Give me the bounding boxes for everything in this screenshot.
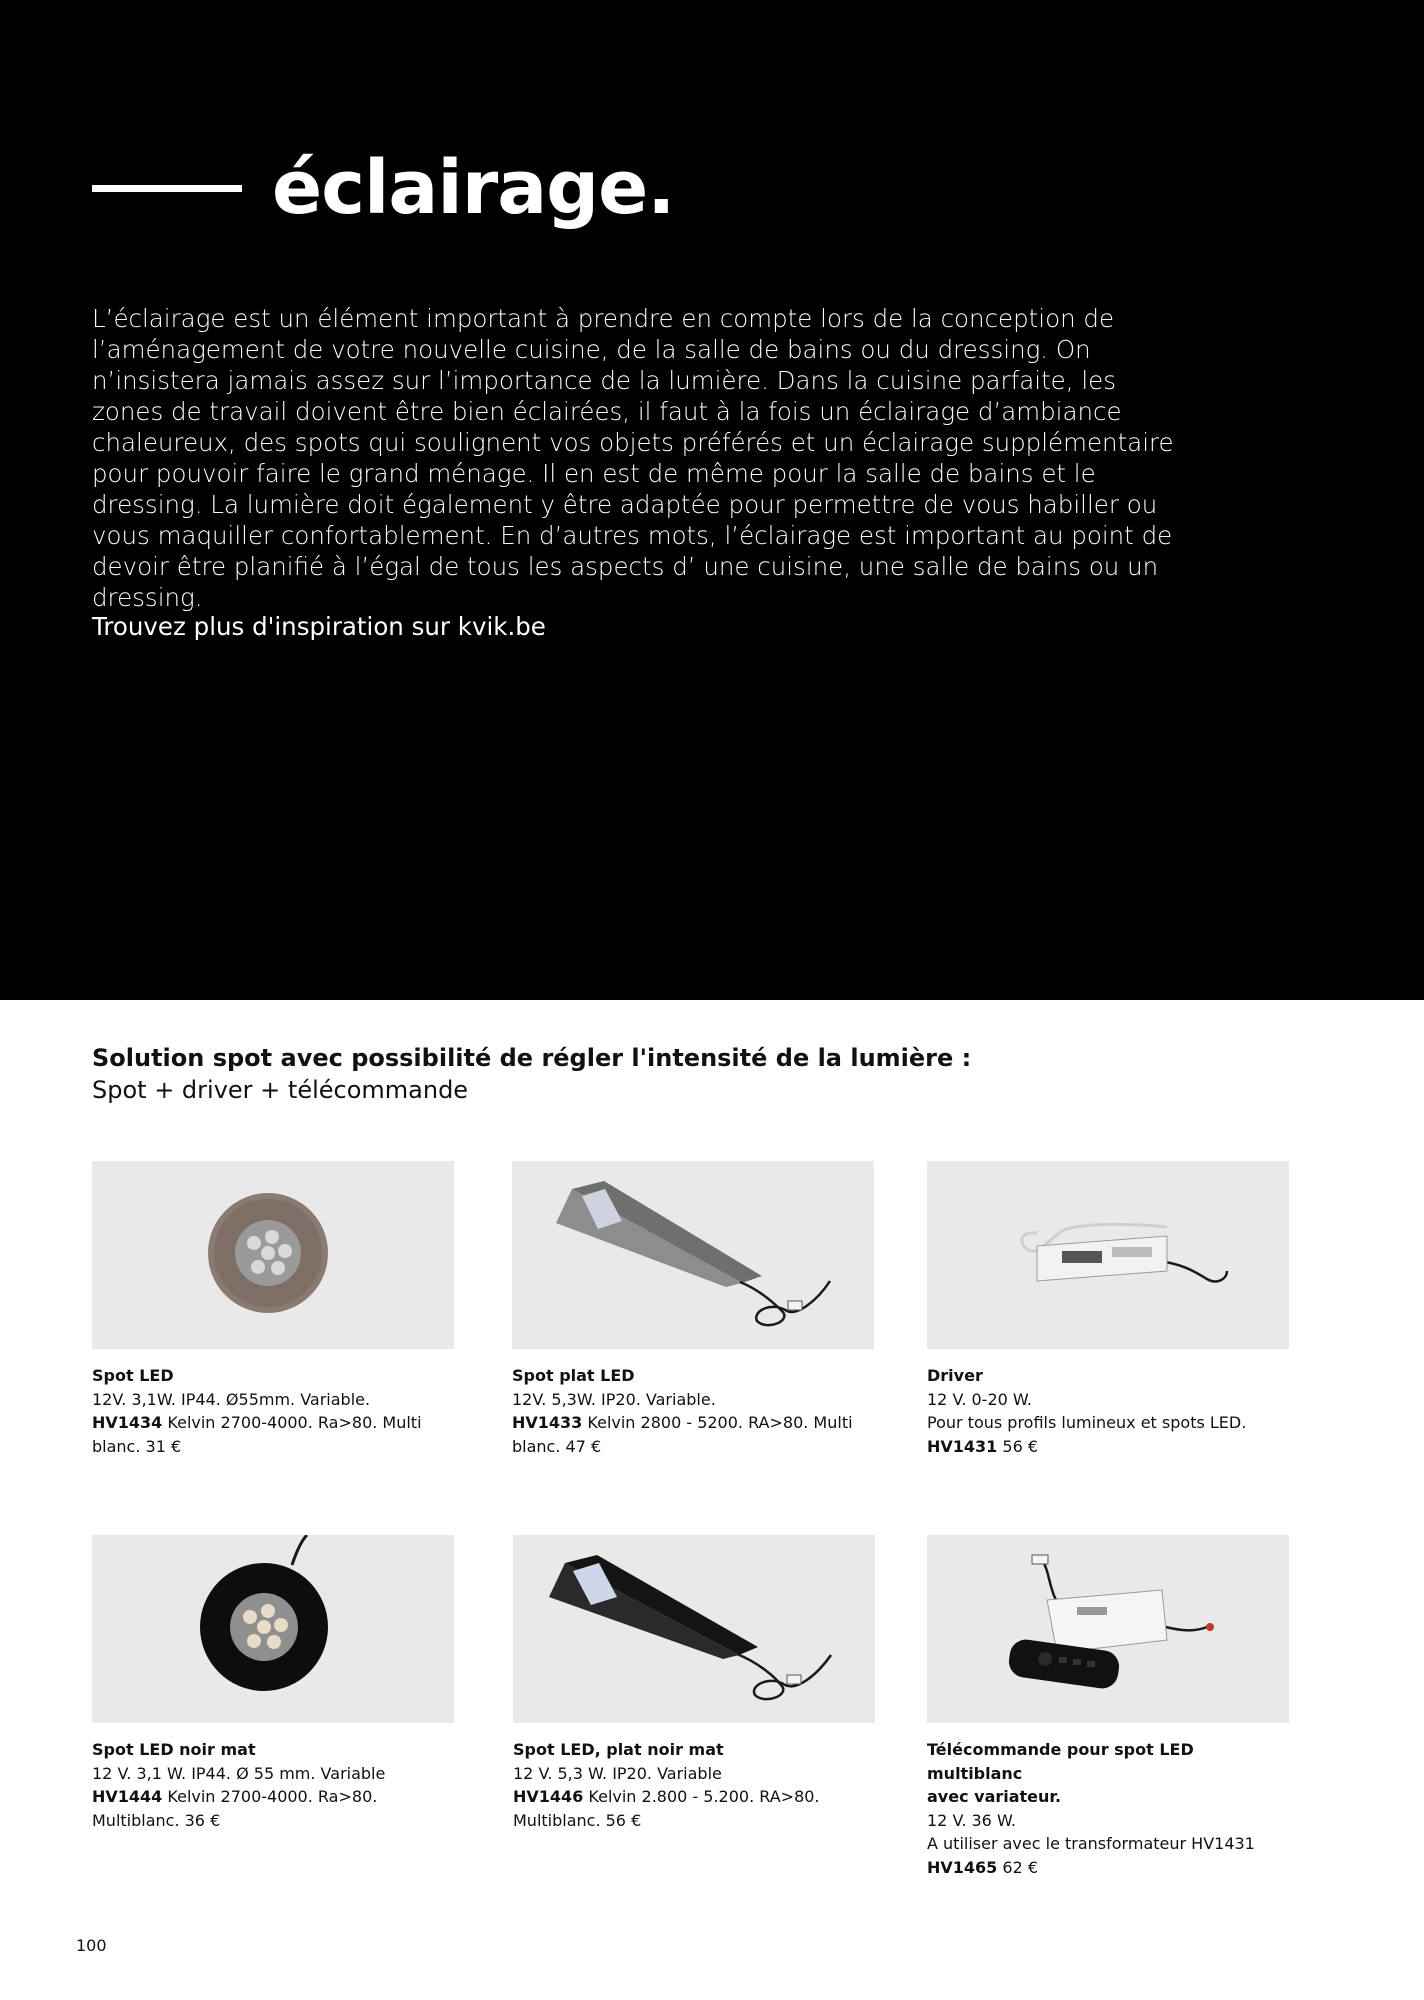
product-price-line: blanc. 31 € [92,1436,182,1456]
product-price: 56 € [997,1436,1039,1456]
product-spec: 12 V. 3,1 W. IP44. Ø 55 mm. Variable [92,1763,386,1783]
product-card-spot-led-noir-mat [92,1535,454,1832]
product-code: HV1434 [92,1413,163,1432]
product-name: Spot LED, plat noir mat [513,1740,724,1759]
product-photo [927,1161,1289,1349]
product-card-spot-plat-led [512,1161,874,1458]
product-spec-code-line [92,1411,454,1435]
product-card-driver [927,1161,1289,1458]
product-photo [513,1535,875,1723]
product-spec-detail: Kelvin 2700-4000. Ra>80. Multi [162,1413,422,1432]
inspiration-link[interactable]: Trouvez plus d'inspiration sur kvik.be [92,612,546,641]
product-price-line [927,1435,1289,1459]
driver-icon [927,1161,1289,1349]
product-price-line: Multiblanc. 56 € [513,1810,642,1830]
product-info [92,1738,454,1832]
product-info [513,1738,875,1832]
product-photo [512,1161,874,1349]
product-photo [927,1535,1289,1723]
product-name-line1: Télécommande pour spot LED multiblanc [927,1740,1194,1783]
product-info [927,1364,1289,1458]
product-code: HV1433 [512,1413,583,1432]
product-code: HV1465 [927,1857,998,1877]
product-spec: Pour tous profils lumineux et spots LED. [927,1413,1247,1432]
remote-control-icon [927,1535,1289,1723]
title-dash [92,185,242,192]
product-name-line2: avec variateur. [927,1787,1062,1806]
flat-spot-silver-icon [512,1161,874,1349]
product-spec-code-line [513,1785,875,1809]
product-spec: A utiliser avec le transformateur HV1431 [927,1834,1255,1853]
product-spec-detail: Kelvin 2700-4000. Ra>80. [162,1787,378,1806]
round-spot-silver-icon [92,1161,454,1349]
product-spec: 12 V. 0-20 W. [927,1389,1032,1409]
product-price: 62 € [997,1857,1039,1877]
product-photo [92,1161,454,1349]
product-spec-code-line [92,1785,454,1809]
product-card-spot-led [92,1161,454,1458]
page-title [92,138,674,238]
product-spec-detail: Kelvin 2.800 - 5.200. RA>80. [583,1787,820,1806]
product-code: HV1446 [513,1787,584,1806]
section-subtitle: Spot + driver + télécommande [92,1076,469,1104]
section-title: Solution spot avec possibilité de régler l'intensité de la lumière : [92,1044,972,1072]
product-price-line: Multiblanc. 36 € [92,1810,221,1830]
product-name: Spot LED [92,1366,174,1385]
product-card-telecommande [927,1535,1289,1879]
product-info [512,1364,874,1458]
page-number: 100 [76,1936,107,1955]
product-card-spot-led-plat-noir-mat [513,1535,875,1832]
product-code: HV1444 [92,1787,163,1806]
product-spec: 12 V. 36 W. [927,1810,1017,1830]
product-price-line: blanc. 47 € [512,1436,602,1456]
product-spec-code-line [512,1411,874,1435]
product-code: HV1431 [927,1436,998,1456]
flat-spot-black-icon [513,1535,875,1723]
product-name: Driver [927,1366,983,1385]
section-header [92,1042,971,1106]
product-name: Spot plat LED [512,1366,635,1385]
product-info [92,1364,454,1458]
product-spec: 12V. 3,1W. IP44. Ø55mm. Variable. [92,1389,371,1409]
product-photo [92,1535,454,1723]
product-name: Spot LED noir mat [92,1740,256,1759]
product-spec-detail: Kelvin 2800 - 5200. RA>80. Multi [582,1413,853,1432]
title-text: éclairage. [272,145,675,231]
product-info [927,1738,1289,1879]
product-spec: 12 V. 5,3 W. IP20. Variable [513,1763,722,1783]
product-spec: 12V. 5,3W. IP20. Variable. [512,1389,716,1409]
intro-paragraph: L’éclairage est un élément important à prendre en compte lors de la conception de l’aménagement de votre nouvelle cuisine, de la salle de bains ou du dressing. On n’insistera jamais assez sur l’importance de la lumière. Dans la cuisine parfaite, les zones de travail doivent être bien éclairées, il faut à la fois un éclairage d’ambiance chaleureux, des spots qui soulignent vos objets préférés et un éclairage supplémentaire pour pouvoir faire le grand ménage. Il en est de même pour la salle de bains et le dressing. La lumière doit également y être adaptée pour permettre de vous habiller ou vous maquiller confortablement. En d’autres mots, l’éclairage est important au point de devoir être planifié à l’égal de tous les aspects d’ une cuisine, une salle de bains ou un dressing. [92,304,1174,612]
round-spot-black-icon [92,1535,454,1723]
product-price-line [927,1856,1289,1880]
